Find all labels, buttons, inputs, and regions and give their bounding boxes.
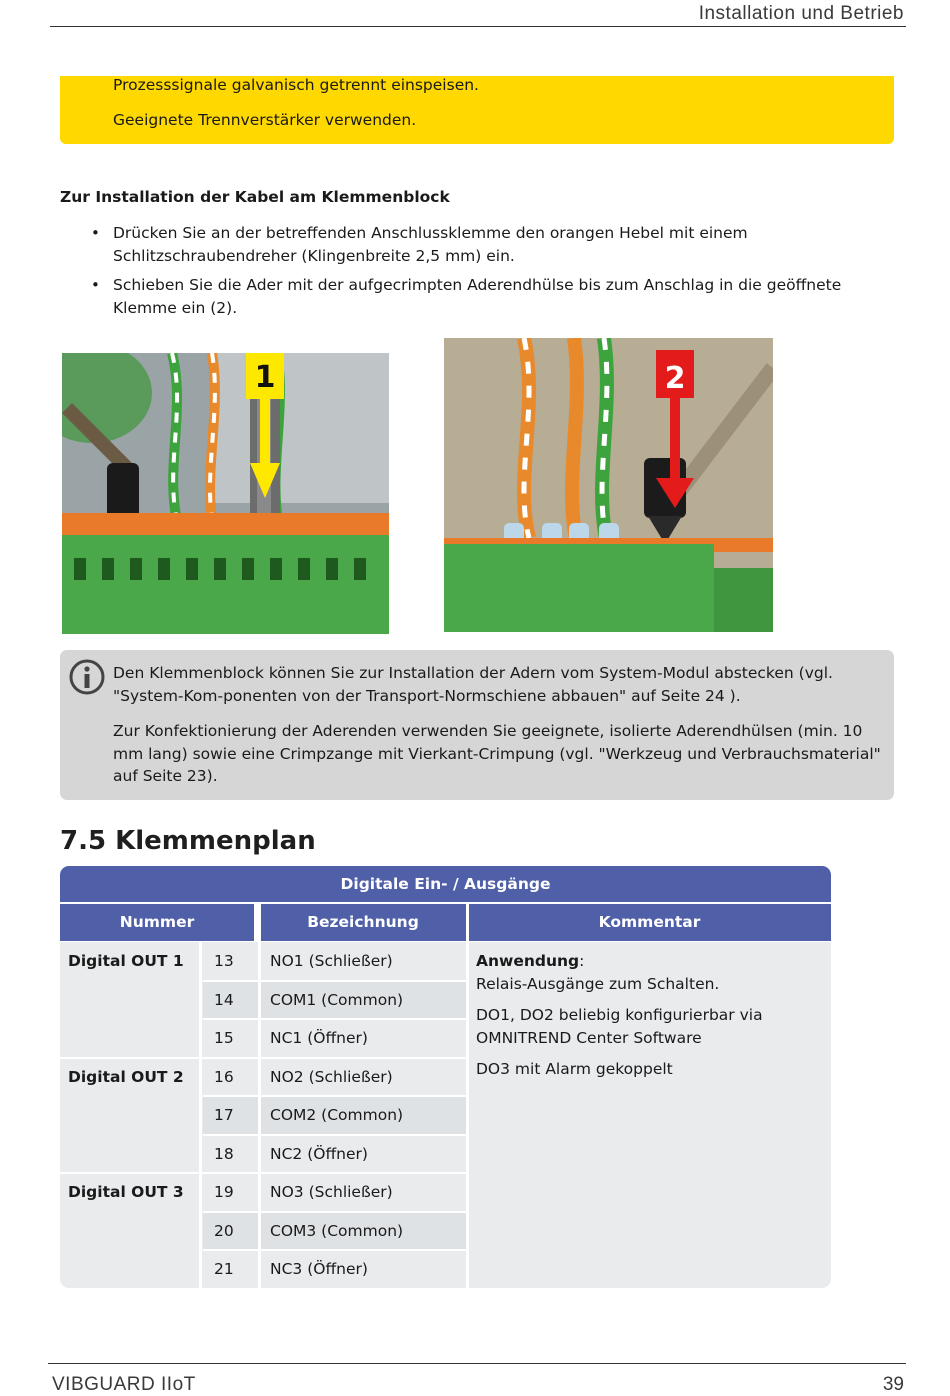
row-label: COM2 (Common) xyxy=(270,1106,404,1124)
row-label: NO1 (Schließer) xyxy=(270,952,393,970)
comment-para-2: DO1, DO2 beliebig konfigurierbar via OMNITREND Center Software xyxy=(476,1006,763,1047)
group-digital-out-1: Digital OUT 1 xyxy=(68,952,184,970)
comment-line-1: Relais-Ausgänge zum Schalten. xyxy=(476,974,720,993)
page-number: 39 xyxy=(882,1374,904,1395)
row-number: 21 xyxy=(214,1260,234,1278)
footer-product: VIBGUARD IIoT xyxy=(52,1374,196,1395)
row-label: NC3 (Öffner) xyxy=(270,1260,368,1278)
row-label: NC1 (Öffner) xyxy=(270,1029,368,1047)
warning-line-1: Prozesssignale galvanisch getrennt einspeisen. xyxy=(113,76,479,94)
row-number: 14 xyxy=(214,991,234,1009)
photo-wire-insert xyxy=(444,338,773,632)
info-paragraph-1: Den Klemmenblock können Sie zur Installation der Adern vom System-Modul abstecken (vgl. "System-Kom-ponenten von der Transport-Normschiene abbauen" auf Seite 24 ). xyxy=(113,664,833,705)
row-number: 15 xyxy=(214,1029,234,1047)
column-divider xyxy=(199,942,202,1288)
row-label: COM1 (Common) xyxy=(270,991,404,1009)
step-item: • Drücken Sie an der betreffenden Anschlussklemme den orangen Hebel mit einem Schlitzschraubendreher (Klingenbreite 2,5 mm) ein. xyxy=(60,222,890,267)
comment-heading-suffix: : xyxy=(579,952,585,970)
comment-para-3: DO3 mit Alarm gekoppelt xyxy=(476,1060,673,1078)
info-paragraph-2: Zur Konfektionierung der Aderenden verwenden Sie geeignete, isolierte Aderendhülsen (min. 10 mm lang) sowie eine Crimpzange mit Vierkant-Crimpung (vgl. "Werkzeug und Verbrauchsmaterial" auf Seite 23). xyxy=(113,722,881,785)
warning-line-2: Geeignete Trennverstärker verwenden. xyxy=(113,111,417,129)
comment-block xyxy=(476,950,826,995)
photo-label-2: 2 xyxy=(664,361,686,396)
row-number: 17 xyxy=(214,1106,234,1124)
header-rule xyxy=(50,26,906,27)
comment-heading: Anwendung xyxy=(476,952,580,970)
footer-rule xyxy=(48,1363,906,1364)
info-icon xyxy=(69,659,105,695)
row-number: 16 xyxy=(214,1068,234,1086)
row-number: 20 xyxy=(214,1222,234,1240)
column-divider xyxy=(466,904,469,1288)
header-bezeichnung: Bezeichnung xyxy=(260,904,466,941)
header-kommentar: Kommentar xyxy=(468,904,831,941)
group-digital-out-2: Digital OUT 2 xyxy=(68,1068,184,1086)
photo-label-1: 1 xyxy=(254,360,276,395)
row-label: NO3 (Schließer) xyxy=(270,1183,393,1201)
photo-lever-press xyxy=(62,353,389,634)
group-digital-out-3: Digital OUT 3 xyxy=(68,1183,184,1201)
steps-list xyxy=(60,222,890,326)
table-title: Digitale Ein- / Ausgänge xyxy=(60,866,831,902)
header-nummer: Nummer xyxy=(60,904,254,941)
section-heading: Zur Installation der Kabel am Klemmenblock xyxy=(60,188,450,206)
row-label: NC2 (Öffner) xyxy=(270,1145,368,1163)
chapter-title: 7.5 Klemmenplan xyxy=(60,826,316,856)
step-item: • Schieben Sie die Ader mit der aufgecrimpten Aderendhülse bis zum Anschlag in die geöffnete Klemme ein (2). xyxy=(60,274,890,319)
row-number: 18 xyxy=(214,1145,234,1163)
row-label: NO2 (Schließer) xyxy=(270,1068,393,1086)
row-label: COM3 (Common) xyxy=(270,1222,404,1240)
header-title: Installation und Betrieb xyxy=(698,3,904,24)
row-number: 13 xyxy=(214,952,234,970)
row-number: 19 xyxy=(214,1183,234,1201)
